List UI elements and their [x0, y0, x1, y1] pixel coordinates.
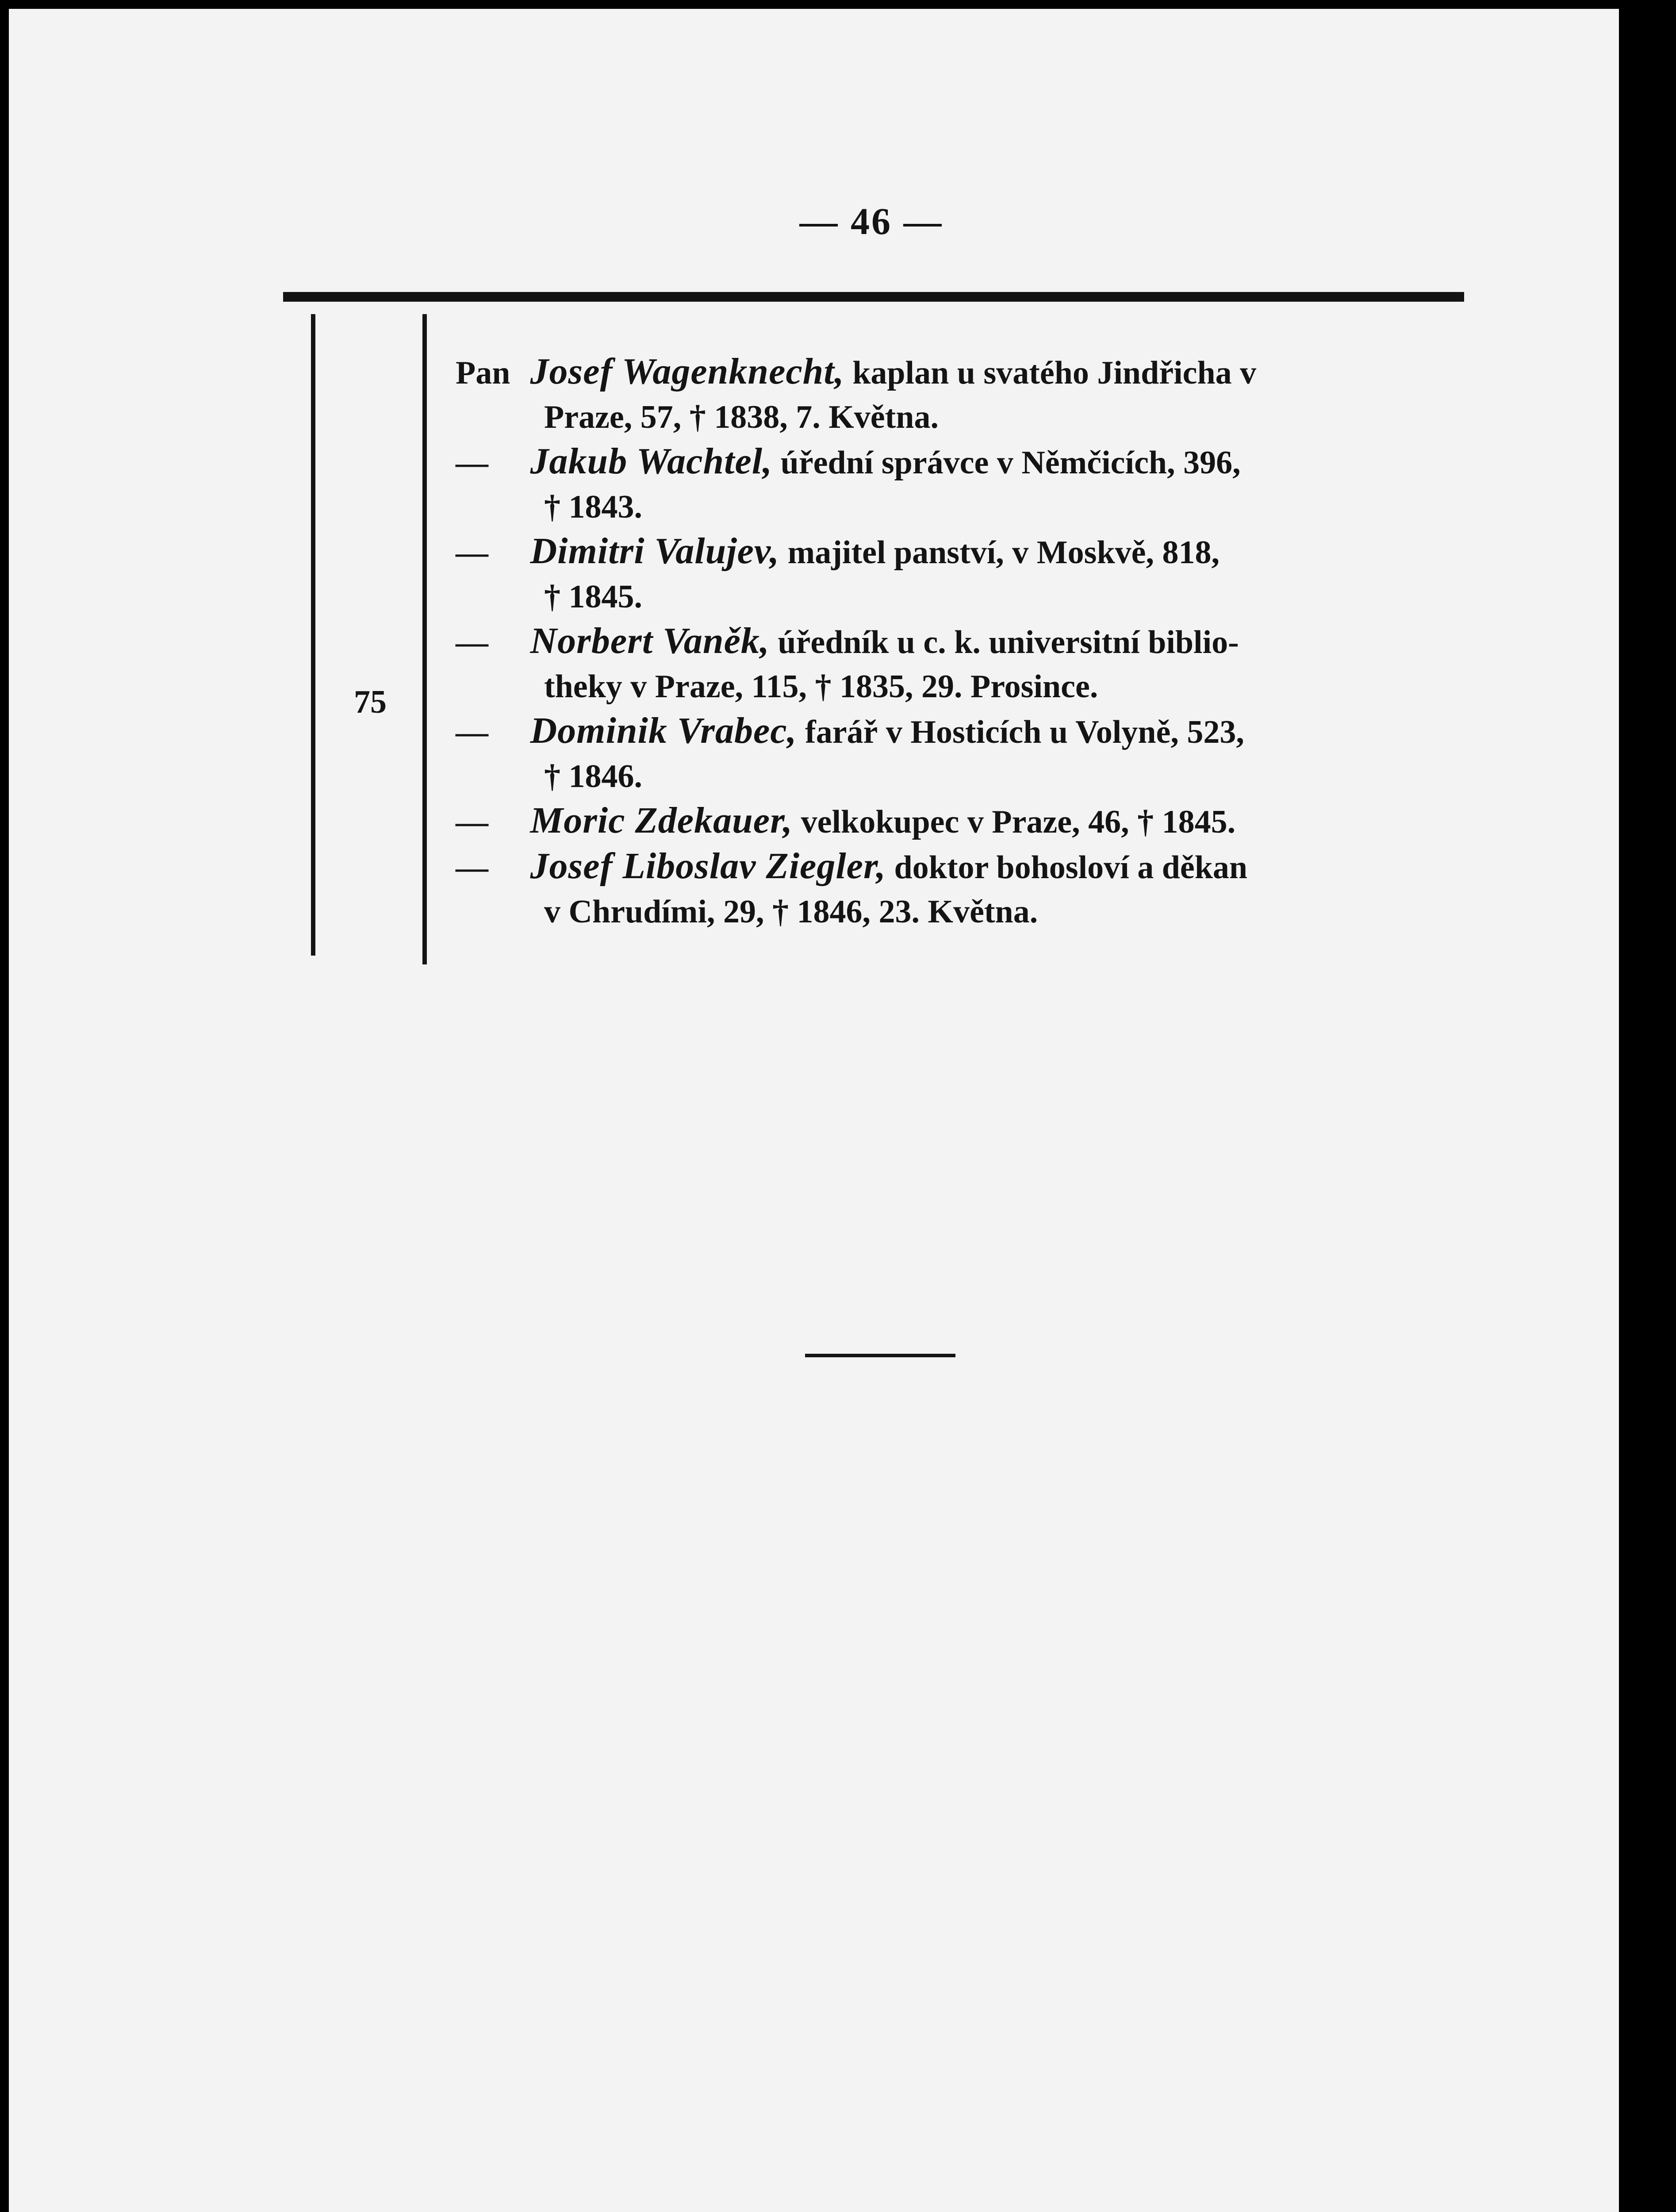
- entry-text: úřední správce v Němčicích, 396,: [780, 445, 1241, 481]
- list-item: [456, 844, 1420, 934]
- entry-text: kaplan u svatého Jindřicha v: [852, 355, 1257, 391]
- entry-continuation: † 1845.: [544, 579, 642, 615]
- closing-rule: [805, 1354, 955, 1357]
- list-item: [456, 439, 1420, 529]
- entry-prefix: —: [456, 714, 488, 750]
- entry-text: velkokupec v Praze, 46, † 1845.: [801, 804, 1236, 840]
- column-rule-right: [422, 314, 427, 964]
- entry-continuation: v Chrudími, 29, † 1846, 23. Května.: [544, 894, 1038, 930]
- person-name: Dimitri Valujev,: [530, 530, 780, 572]
- header-rule: [283, 292, 1464, 302]
- entry-text: doktor bohosloví a děkan: [894, 849, 1248, 886]
- column-rule-left: [311, 314, 315, 956]
- document-page: [9, 9, 1619, 2212]
- person-name: Jakub Wachtel,: [530, 441, 773, 482]
- entry-prefix: —: [456, 804, 488, 840]
- person-name: Moric Zdekauer,: [530, 800, 793, 841]
- entry-text: farář v Hosticích u Volyně, 523,: [805, 714, 1244, 750]
- entry-continuation: † 1843.: [544, 489, 642, 525]
- person-name: Josef Wagenknecht,: [530, 351, 844, 392]
- entry-continuation: Praze, 57, † 1838, 7. Května.: [544, 399, 939, 435]
- entry-prefix: —: [456, 445, 488, 481]
- person-name: Dominik Vrabec,: [530, 710, 797, 751]
- person-name: Norbert Vaněk,: [530, 620, 770, 661]
- list-item: [456, 709, 1420, 799]
- entry-prefix: Pan: [456, 355, 510, 391]
- list-item: [456, 349, 1420, 439]
- margin-entry-number: 75: [354, 684, 387, 720]
- entry-list: [456, 349, 1420, 934]
- entry-text: úředník u c. k. universitní biblio-: [778, 624, 1239, 661]
- list-item: [456, 529, 1420, 619]
- entry-text: majitel panství, v Moskvě, 818,: [787, 534, 1220, 571]
- entry-prefix: —: [456, 534, 488, 571]
- person-name: Josef Liboslav Ziegler,: [530, 845, 886, 887]
- entry-continuation: theky v Praze, 115, † 1835, 29. Prosince.: [544, 668, 1098, 705]
- page-number: — 46 —: [799, 200, 943, 242]
- entry-prefix: —: [456, 624, 488, 661]
- list-item: [456, 619, 1420, 709]
- list-item: [456, 799, 1420, 844]
- entry-continuation: † 1846.: [544, 758, 642, 795]
- entry-prefix: —: [456, 849, 488, 886]
